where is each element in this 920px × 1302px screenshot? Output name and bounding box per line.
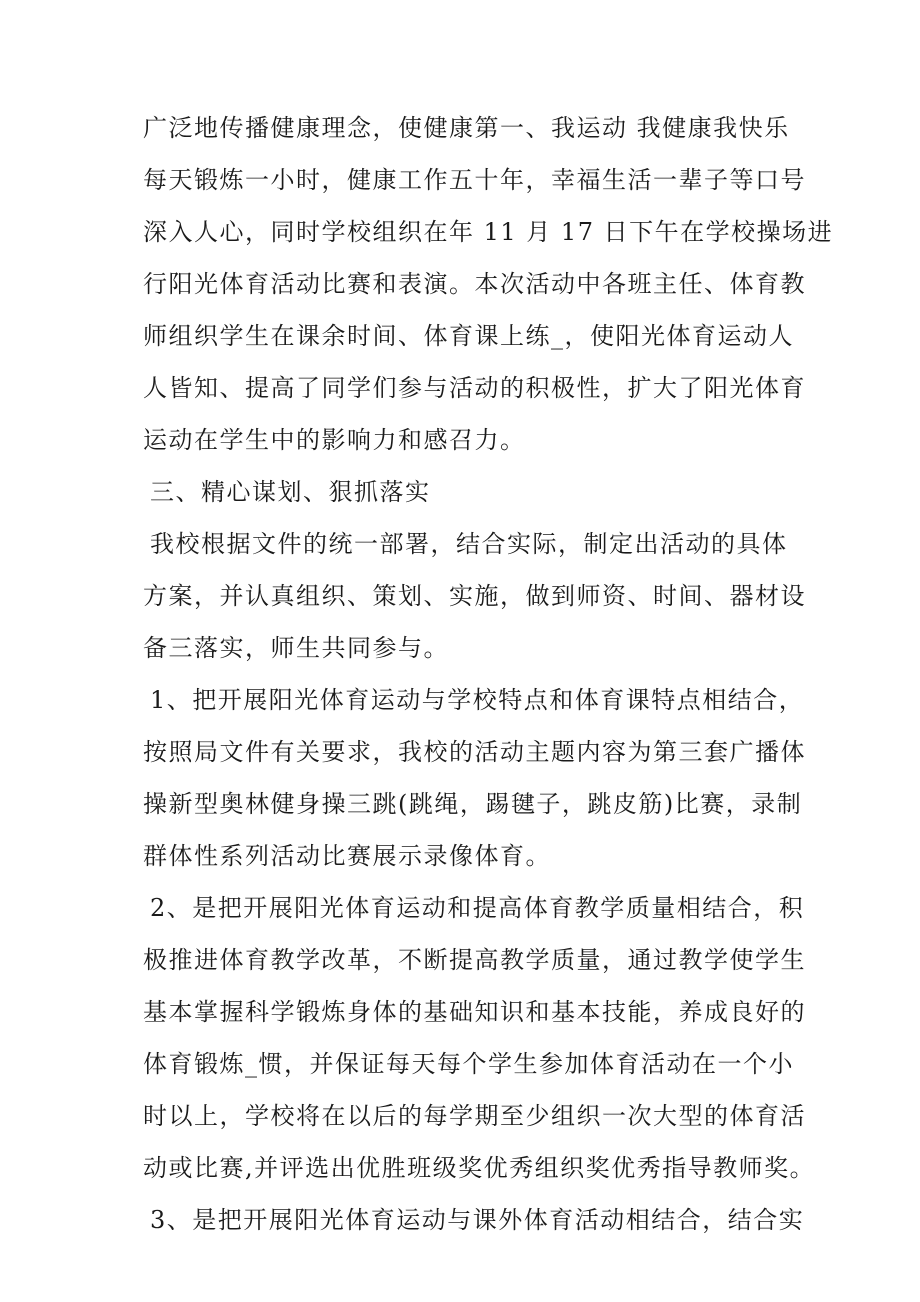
list-item-line: 1、把开展阳光体育运动与学校特点和体育课特点相结合， <box>150 686 805 714</box>
list-item-line: 3、是把开展阳光体育运动与课外体育活动相结合，结合实 <box>150 1206 805 1234</box>
list-item-line: 2、是把开展阳光体育运动和提高体育教学质量相结合，积 <box>150 894 805 922</box>
paragraph-line: 人皆知、提高了同学们参与活动的积极性，扩大了阳光体育 <box>143 374 806 402</box>
paragraph-line: 基本掌握科学锻炼身体的基础知识和基本技能，养成良好的 <box>143 998 806 1026</box>
paragraph-line: 运动在学生中的影响力和感召力。 <box>143 426 526 454</box>
paragraph-line: 行阳光体育活动比赛和表演。本次活动中各班主任、体育教 <box>143 270 806 298</box>
paragraph-line: 体育锻炼_惯，并保证每天每个学生参加体育活动在一个小 <box>143 1050 794 1078</box>
paragraph-line: 每天锻炼一小时，健康工作五十年，幸福生活一辈子等口号 <box>143 166 806 194</box>
paragraph-line: 师组织学生在课余时间、体育课上练_，使阳光体育运动人 <box>143 322 794 350</box>
paragraph-line: 群体性系列活动比赛展示录像体育。 <box>143 842 551 870</box>
paragraph-line: 备三落实，师生共同参与。 <box>143 634 449 662</box>
section-heading: 三、精心谋划、狠抓落实 <box>150 478 431 506</box>
paragraph-line: 深入人心，同时学校组织在年 11 月 17 日下午在学校操场进 <box>143 218 834 246</box>
paragraph-line: 按照局文件有关要求，我校的活动主题内容为第三套广播体 <box>143 738 806 766</box>
paragraph-line: 动或比赛,并评选出优胜班级奖优秀组织奖优秀指导教师奖。 <box>143 1154 816 1182</box>
paragraph-line: 极推进体育教学改革，不断提高教学质量，通过教学使学生 <box>143 946 806 974</box>
paragraph-line: 广泛地传播健康理念，使健康第一、我运动 我健康我快乐 <box>143 114 790 142</box>
paragraph-line: 操新型奥林健身操三跳(跳绳，踢毽子，跳皮筋)比赛，录制 <box>143 790 803 818</box>
paragraph-line: 方案，并认真组织、策划、实施，做到师资、时间、器材设 <box>143 582 806 610</box>
paragraph-line: 我校根据文件的统一部署，结合实际，制定出活动的具体 <box>150 530 788 558</box>
paragraph-line: 时以上，学校将在以后的每学期至少组织一次大型的体育活 <box>143 1102 806 1130</box>
